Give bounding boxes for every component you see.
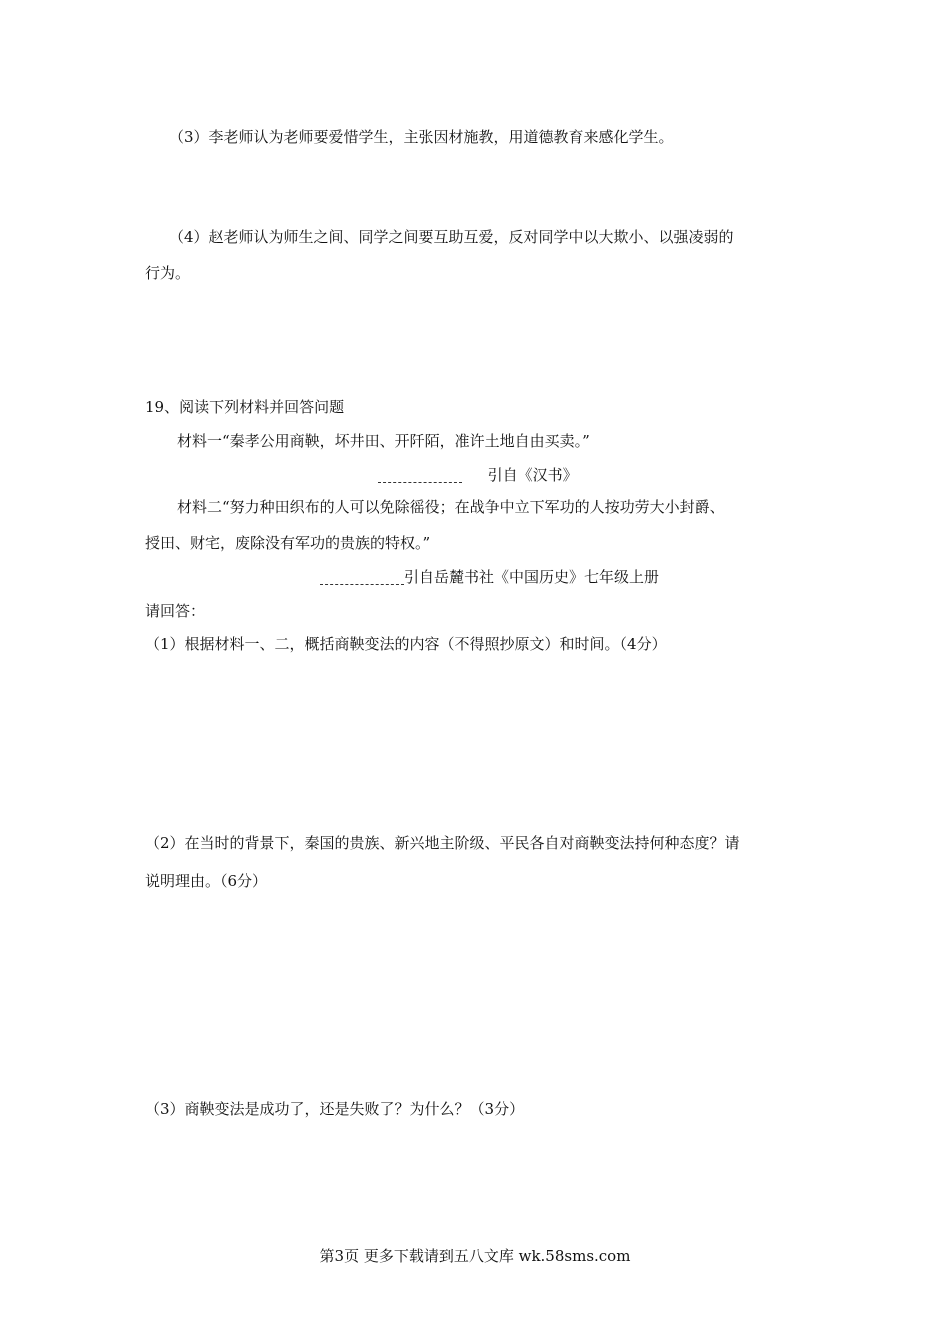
source-dash-line — [320, 572, 404, 585]
sub-question-2-line2: 说明理由。（6分） — [145, 872, 268, 890]
item-4-text-line2: 行为。 — [145, 264, 191, 282]
source-dash-line — [378, 470, 462, 483]
material-2-source — [320, 567, 659, 587]
sub-question-1: （1）根据材料一、二，概括商鞅变法的内容（不得照抄原文）和时间。（4分） — [145, 635, 667, 653]
sub-question-2-line1: （2）在当时的背景下，秦国的贵族、新兴地主阶级、平民各自对商鞅变法持何种态度？请 — [145, 834, 740, 852]
question-19-heading: 19、阅读下列材料并回答问题 — [145, 398, 345, 416]
page-footer: 第3页 更多下载请到五八文库 wk.58sms.com — [319, 1247, 631, 1265]
material-1-source — [378, 465, 578, 485]
material-1-source-text: 引自《汉书》 — [487, 466, 578, 484]
material-2-text-line2: 授田、财宅，废除没有军功的贵族的特权。” — [145, 534, 431, 552]
item-4-text-line1: （4）赵老师认为师生之间、同学之间要互助互爱，反对同学中以大欺小、以强凌弱的 — [169, 228, 734, 246]
material-2-source-text: 引自岳麓书社《中国历史》七年级上册 — [404, 568, 660, 586]
answer-prompt: 请回答： — [145, 602, 206, 620]
material-2-text-line1: 材料二“努力种田织布的人可以免除徭役；在战争中立下军功的人按功劳大小封爵、 — [177, 498, 725, 516]
sub-question-3: （3）商鞅变法是成功了，还是失败了？为什么？（3分） — [145, 1100, 525, 1118]
item-3-text: （3）李老师认为老师要爱惜学生，主张因材施教，用道德教育来感化学生。 — [169, 128, 674, 146]
material-1-text: 材料一“秦孝公用商鞅，坏井田、开阡陌，准许土地自由买卖。” — [177, 432, 590, 450]
